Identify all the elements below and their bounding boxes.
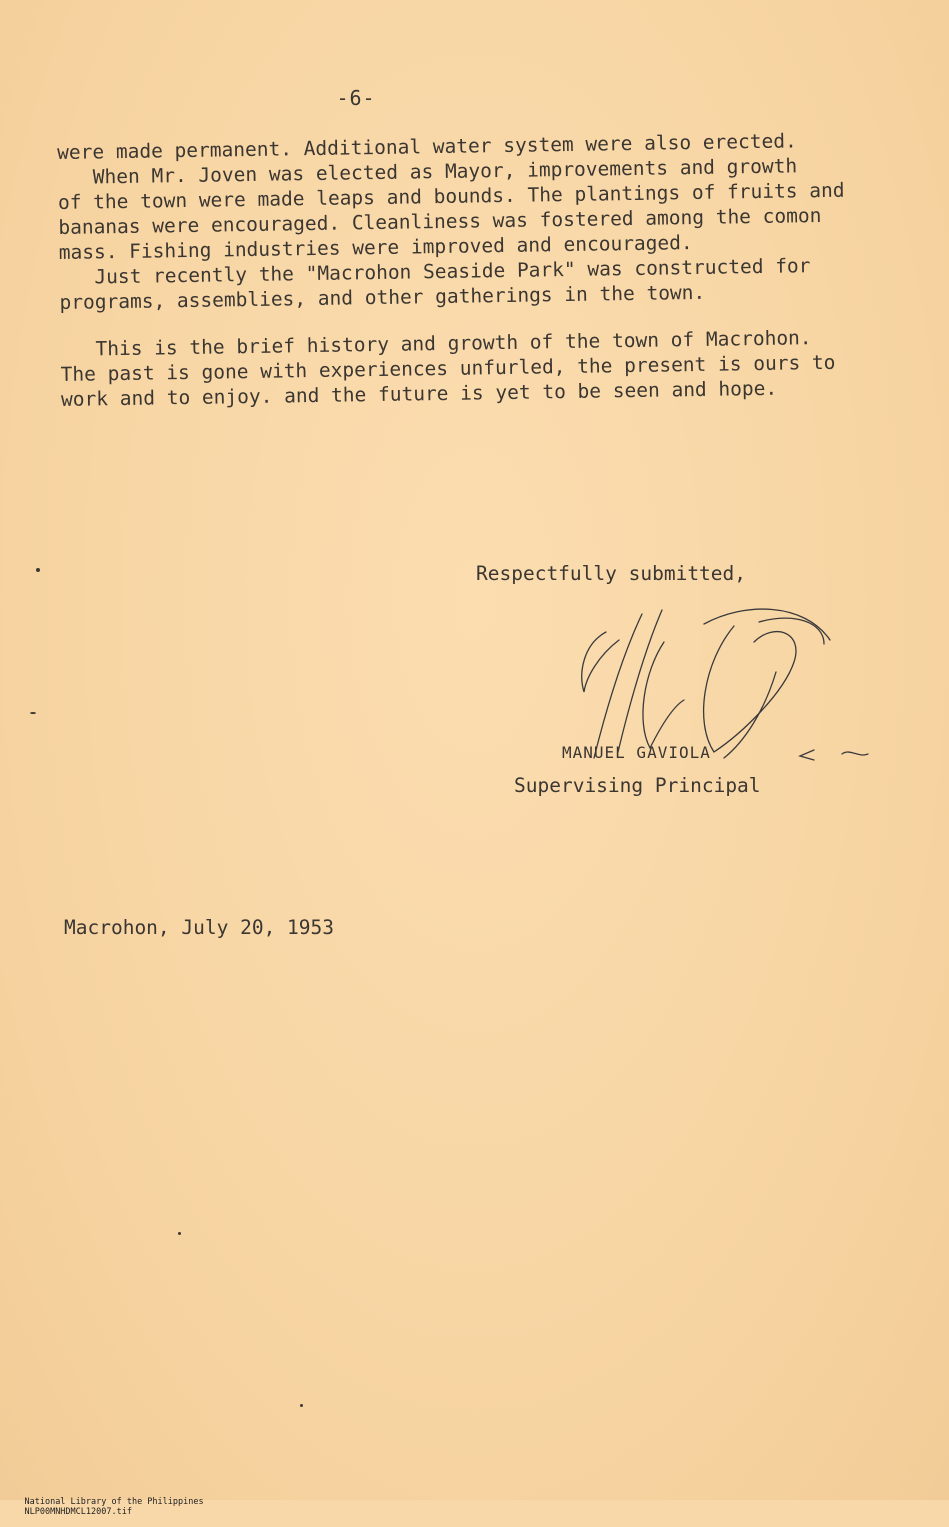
body-line: were made permanent. Additional water system were also erected.	[57, 129, 797, 164]
closing-paragraph-line: work and to enjoy. and the future is yet to be seen and hope.	[60, 376, 778, 411]
body-line: bananas were encouraged. Cleanliness was fostered among the comon	[58, 204, 822, 239]
speck	[36, 568, 40, 572]
signature-block	[476, 562, 896, 822]
scan-footer	[4, 1487, 244, 1527]
speck	[300, 1404, 303, 1407]
speck	[178, 1232, 181, 1235]
body-line: mass. Fishing industries were improved and encouraged.	[58, 231, 693, 264]
place-and-date: Macrohon, July 20, 1953	[64, 916, 335, 939]
body-line: When Mr. Joven was elected as Mayor, improvements and growth	[57, 154, 798, 189]
library-credit: National Library of the Philippines	[24, 1497, 204, 1507]
signer-name: MANUEL GAVIOLA	[562, 743, 711, 762]
file-name: NLP00MNHDMCL12007.tif	[24, 1507, 132, 1517]
complimentary-close: Respectfully submitted,	[476, 562, 747, 585]
closing-paragraph-line: This is the brief history and growth of the town of Macrohon.	[60, 326, 812, 361]
closing-paragraph-line: The past is gone with experiences unfurled, the present is ours to	[60, 350, 836, 386]
body-line: programs, assemblies, and other gatherings in the town.	[59, 280, 706, 314]
signer-title: Supervising Principal	[514, 774, 761, 797]
page-number: -6-	[336, 86, 376, 110]
body-line: Just recently the "Macrohon Seaside Park" was constructed for	[58, 254, 811, 289]
body-line: of the town were made leaps and bounds. The plantings of fruits and	[57, 178, 845, 214]
history-text	[57, 127, 901, 412]
speck	[30, 712, 36, 714]
